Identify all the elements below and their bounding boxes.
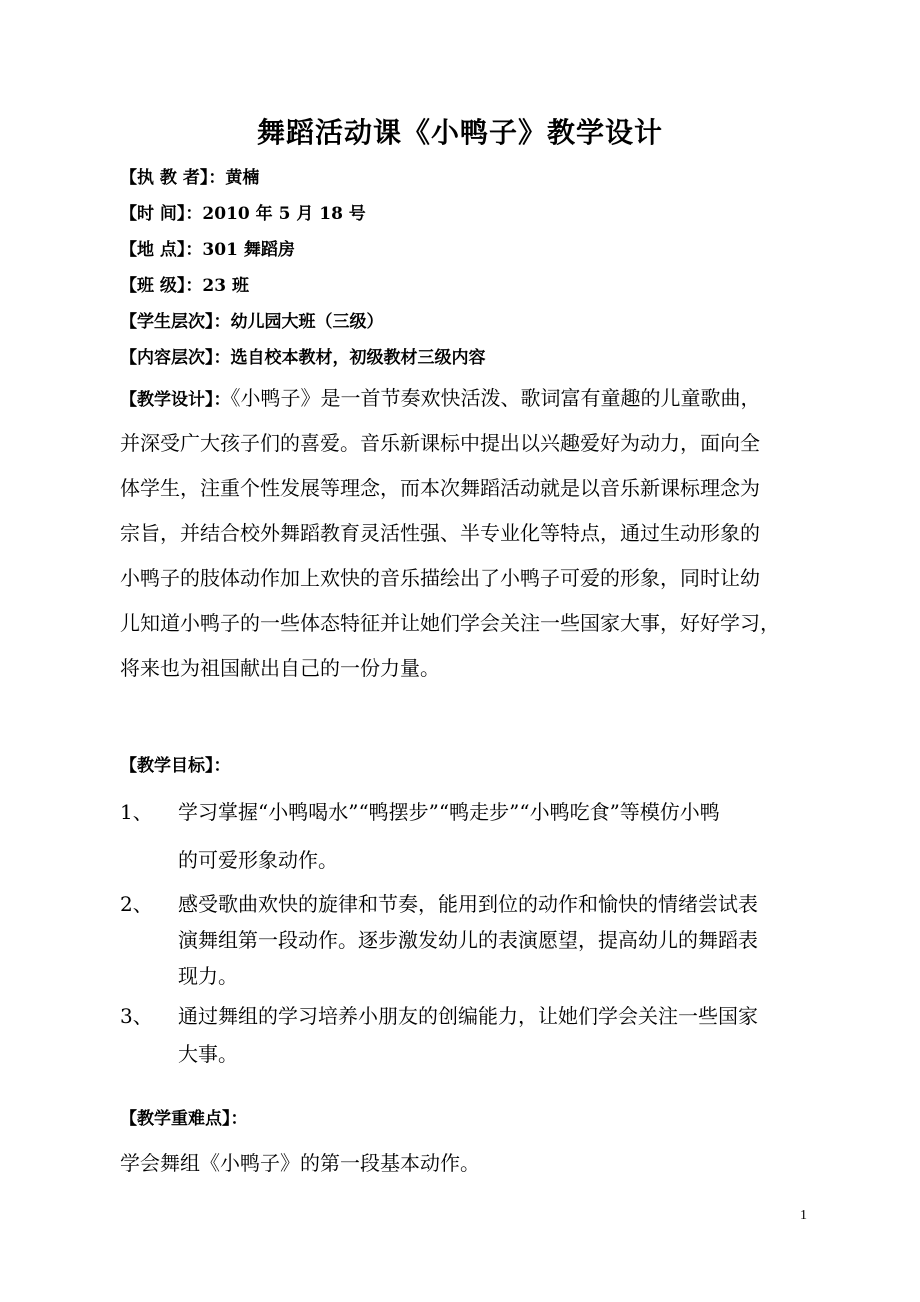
document-title: 舞蹈活动课《小鸭子》教学设计: [256, 116, 663, 149]
info-class: 【班 级】：23 班: [120, 276, 249, 296]
goals-heading: 【教学目标】：: [120, 756, 231, 776]
design-line: 儿知道小鸭子的一些体态特征并让她们学会关注一些国家大事，好好学习，: [120, 611, 780, 635]
design-line: 并深受广大孩子们的喜爱。音乐新课标中提出以兴趣爱好为动力，面向全: [120, 431, 760, 455]
key-points-text: 学会舞组《小鸭子》的第一段基本动作。: [120, 1151, 480, 1175]
page-number: 1: [800, 1208, 807, 1223]
design-line: 宗旨，并结合校外舞蹈教育灵活性强、半专业化等特点，通过生动形象的: [120, 521, 760, 545]
design-line: 【教学设计】：《小鸭子》是一首节奏欢快活泼、歌词富有童趣的儿童歌曲，: [120, 386, 761, 410]
teaching-design-paragraph: [120, 376, 808, 691]
design-line: 小鸭子的肢体动作加上欢快的音乐描绘出了小鸭子可爱的形象，同时让幼: [120, 566, 760, 590]
info-place: 【地 点】：301 舞蹈房: [120, 240, 295, 260]
info-teacher: 【执 教 者】：黄楠: [120, 168, 260, 188]
key-points-heading: 【教学重难点】：: [120, 1109, 248, 1129]
info-content: 【内容层次】：选自校本教材，初级教材三级内容: [120, 348, 486, 368]
goal-number: 3、: [120, 1004, 153, 1028]
info-level: 【学生层次】：幼儿园大班（三级）: [120, 312, 384, 332]
design-label: 【教学设计】：: [120, 390, 231, 410]
goal-number: 2、: [120, 892, 153, 916]
info-time: 【时 间】：2010 年 5 月 18 号: [120, 204, 366, 224]
design-line: 体学生，注重个性发展等理念，而本次舞蹈活动就是以音乐新课标理念为: [120, 476, 760, 500]
design-line: 将来也为祖国献出自己的一份力量。: [120, 656, 440, 680]
goal-number: 1、: [120, 800, 153, 824]
document-page: 舞蹈活动课《小鸭子》教学设计 【执 教 者】：黄楠 【时 间】：2010 年 5 月 18 号 【地 点】：301 舞蹈房 【班 级】：23 班 【学生层次】：幼儿园大班（三级） 【内容层次】：选自校本教材，初级教材三级内容 【教学设计】：《小鸭子》是一首节奏欢快活泼、歌词富有童趣的儿童歌曲， 并深受广大孩子们的喜爱。音乐新课标中提出以兴趣爱好为动力，面向全 体学生，注重个性发展等理念，而本次舞蹈活动就是以音乐新课标理念为 宗旨，并结合校外舞蹈教育灵活性强、半专业化等特点，通过生动形象的 小鸭子的肢体动作加上欢快的音乐描绘出了小鸭子可爱的形象，同时让幼 儿知道小鸭子的一些体态特征并让她们学会关注一些国家大事，好好学习， 将来也为祖国献出自己的一份力量。 【教学目标】： 1、 学习掌握“小鸭喝水”“鸭摆步”“鸭走步”“小鸭吃食”等模仿小鸭 的可爱形象动作。 2、 感受歌曲欢快的旋律和节奏，能用到位的动作和愉快的情绪尝试表 演舞组第一段动作。逐步激发幼儿的表演愿望，提高幼儿的舞蹈表 现力。 3、 通过舞组的学习培养小朋友的创编能力，让她们学会关注一些国家 大事。 【教学重难点】： 学会舞组《小鸭子》的第一段基本动作。 1: [0, 0, 920, 1302]
